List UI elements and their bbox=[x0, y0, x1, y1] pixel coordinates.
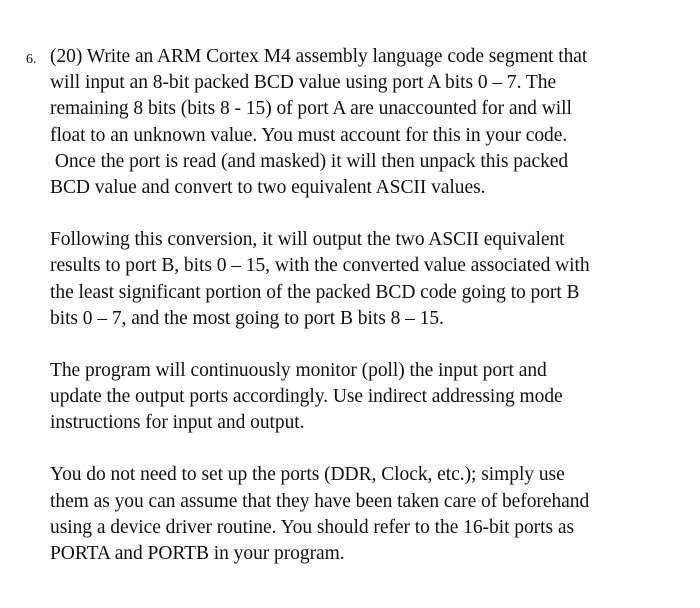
paragraph-intro bbox=[50, 44, 686, 201]
question-document bbox=[26, 44, 686, 593]
text-line: float to an unknown value. You must account for this in your code. bbox=[50, 124, 568, 146]
text-line: BCD value and convert to two equivalent ASCII values. bbox=[50, 176, 486, 198]
text-line: (20) Write an ARM Cortex M4 assembly language code segment that bbox=[50, 46, 588, 67]
paragraph-ports bbox=[50, 462, 686, 567]
question-number: 6. bbox=[26, 52, 37, 67]
text-line: instructions for input and output. bbox=[50, 412, 305, 434]
text-line: remaining 8 bits (bits 8 - 15) of port A are unaccounted for and will bbox=[50, 98, 572, 120]
text-line: PORTA and PORTB in your program. bbox=[50, 543, 345, 564]
text-line: You do not need to set up the ports (DDR, Clock, etc.); simply use bbox=[50, 464, 565, 486]
text-line: will input an 8-bit packed BCD value using port A bits 0 – 7. The bbox=[50, 72, 557, 94]
text-line: them as you can assume that they have been taken care of beforehand bbox=[50, 490, 590, 512]
text-line: using a device driver routine. You should refer to the 16-bit ports as bbox=[50, 516, 574, 538]
paragraph-polling bbox=[50, 358, 686, 437]
text-line: the least significant portion of the packed BCD code going to port B bbox=[50, 281, 580, 303]
paragraph-conversion bbox=[50, 227, 686, 332]
text-line: results to port B, bits 0 – 15, with the converted value associated with bbox=[50, 255, 590, 277]
text-line: Once the port is read (and masked) it will then unpack this packed bbox=[50, 150, 569, 172]
text-line: update the output ports accordingly. Use indirect addressing mode bbox=[50, 386, 563, 408]
text-line: The program will continuously monitor (poll) the input port and bbox=[50, 359, 547, 381]
text-line: Following this conversion, it will output the two ASCII equivalent bbox=[50, 229, 565, 251]
text-line: bits 0 – 7, and the most going to port B bits 8 – 15. bbox=[50, 307, 444, 329]
